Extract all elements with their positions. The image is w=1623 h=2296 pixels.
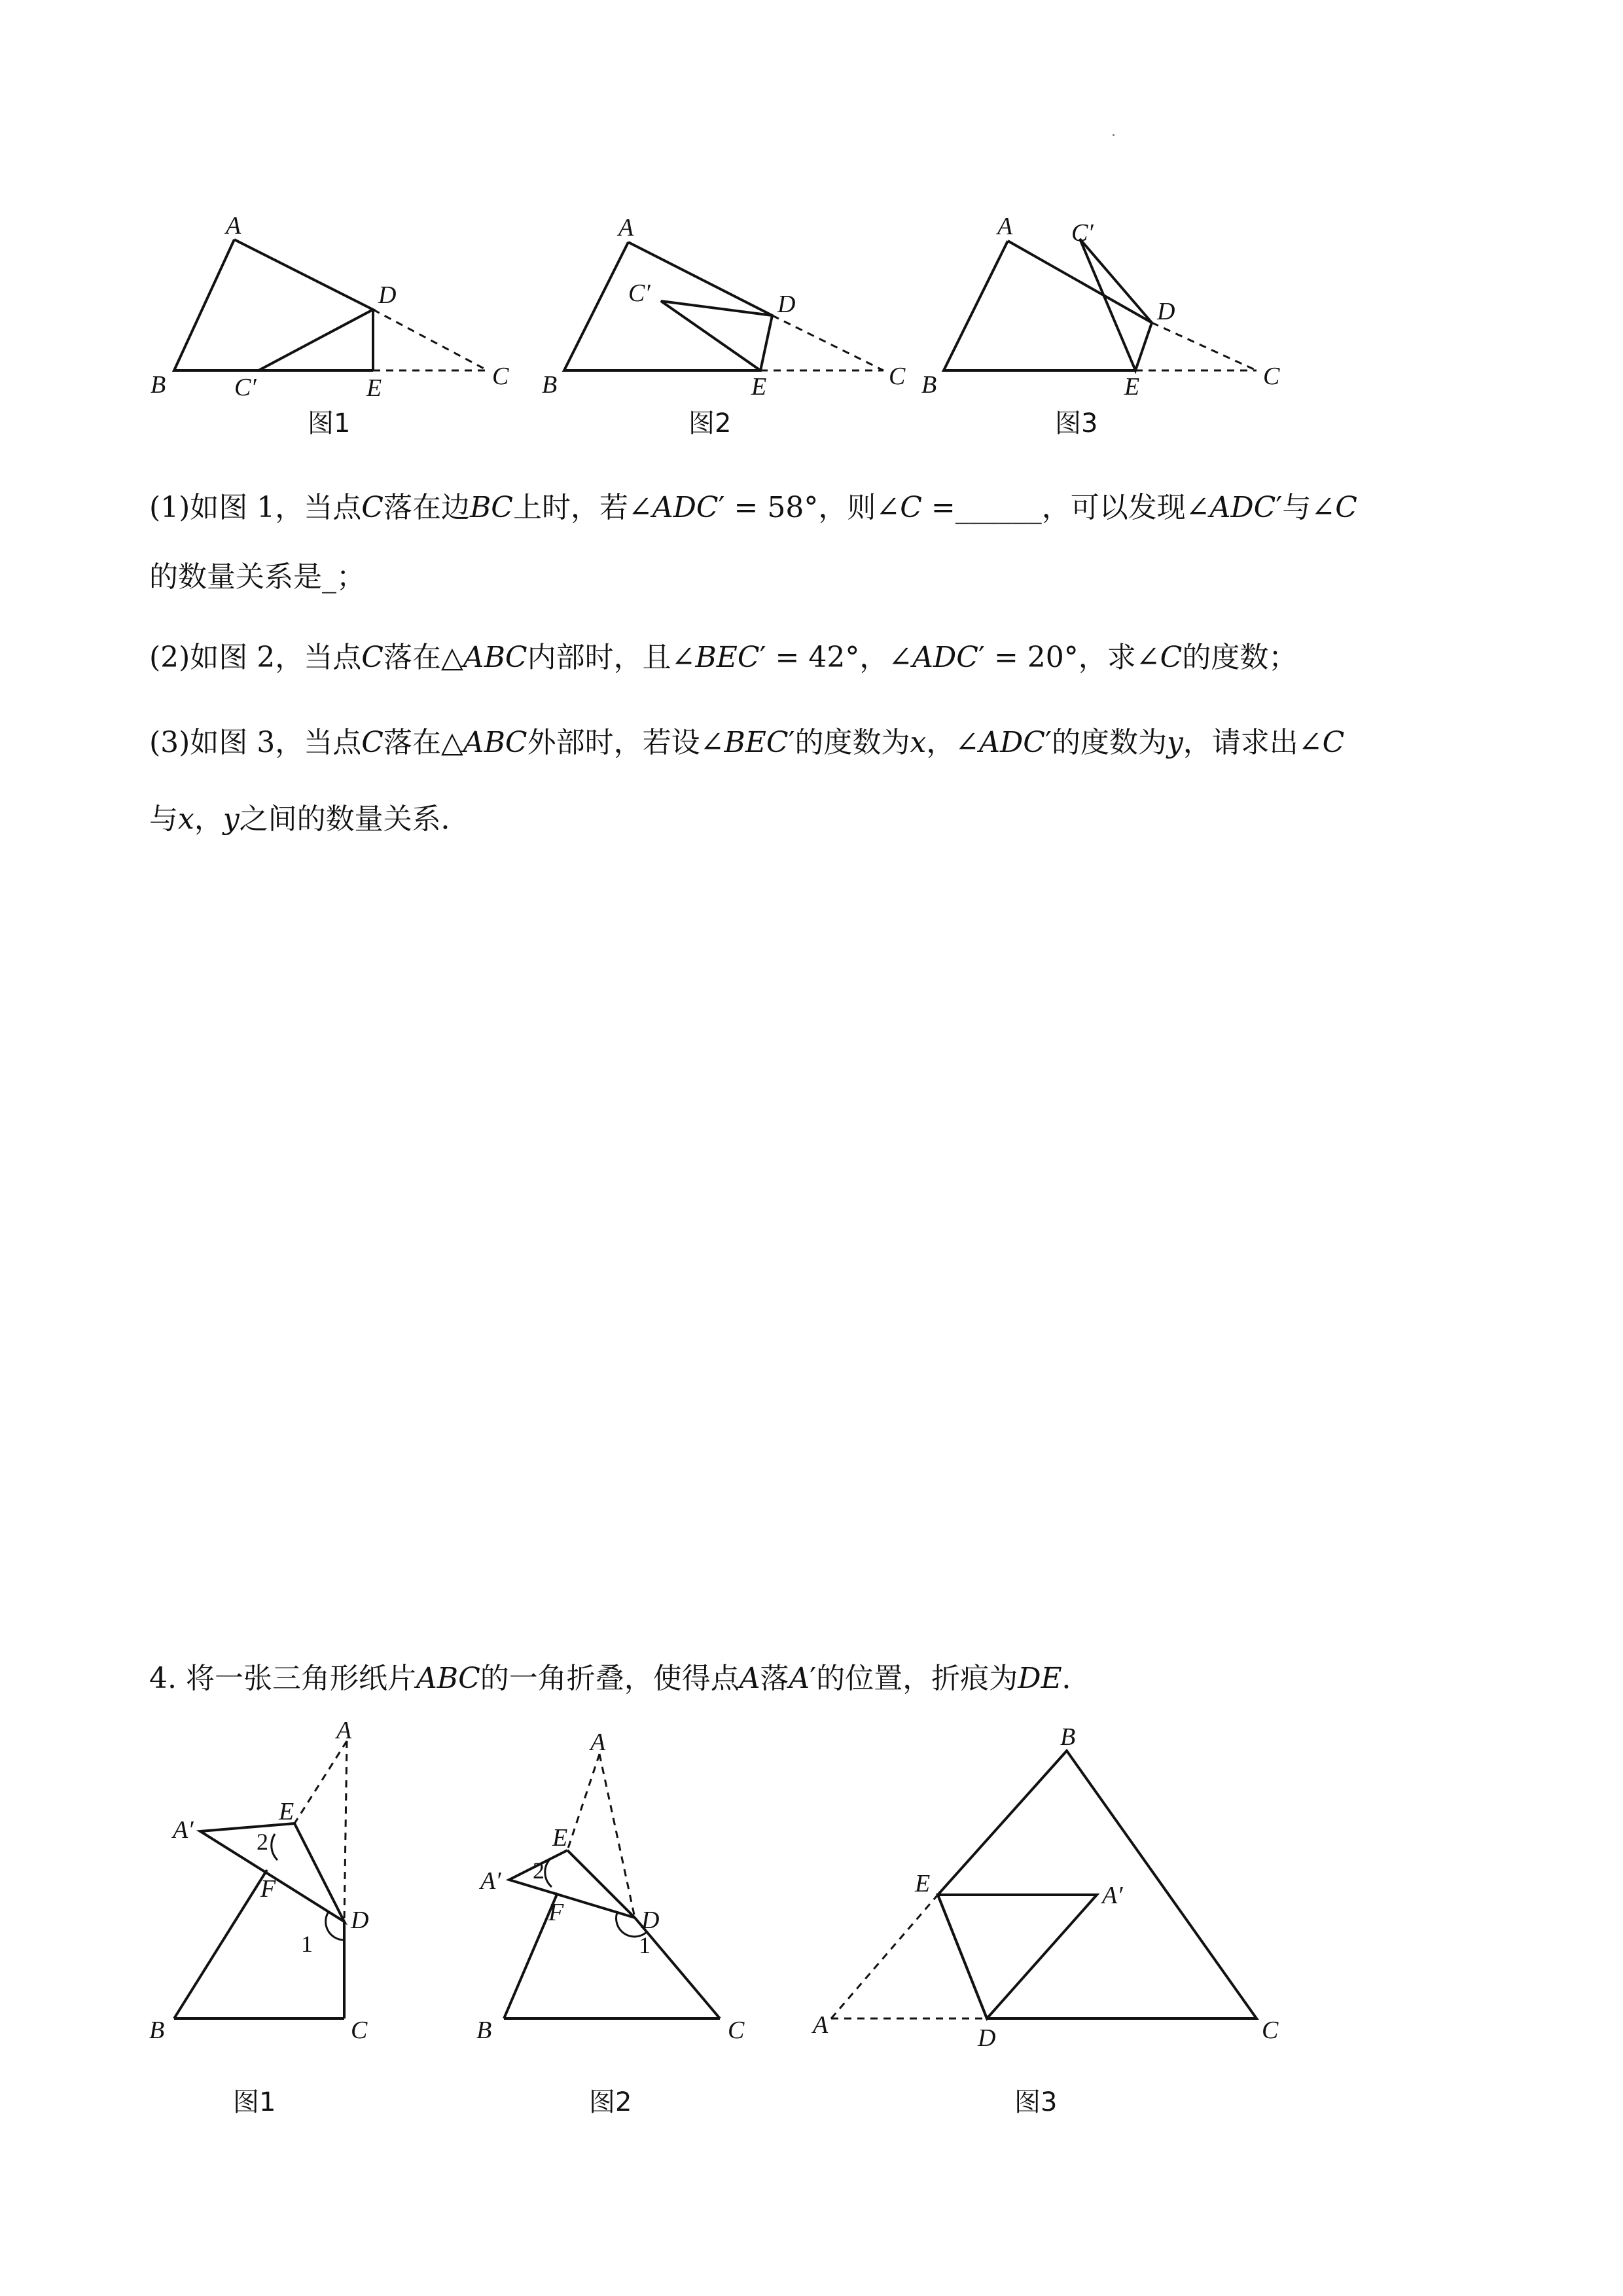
folded-triangle-DC'E (661, 301, 772, 370)
question-1-line-1: (1)如图 1，当点𝐶落在边𝐵𝐶上时，若∠𝐴𝐷𝐶′ = 58°，则∠𝐶 =______，可以发现∠𝐴𝐷𝐶′与∠𝐶 (149, 491, 1357, 524)
dashed-AE (831, 1895, 938, 2018)
dashed-DC (772, 315, 883, 370)
label-F: F (548, 1899, 564, 1926)
bottom-figure-3 (805, 1721, 1302, 2130)
label-D: D (641, 1907, 660, 1934)
caption-figure-2: 图2 (688, 408, 732, 439)
question-3-line-1: (3)如图 3，当点𝐶落在△𝐴𝐵𝐶外部时，若设∠𝐵𝐸𝐶′的度数为𝑥，∠𝐴𝐷𝐶′的度数为𝑦，请求出∠𝐶 (149, 726, 1345, 759)
label-B: B (542, 371, 558, 399)
label-C-prime: C′ (628, 279, 651, 307)
question-3-line-2: 与𝑥，𝑦之间的数量关系． (149, 802, 470, 836)
question-2: (2)如图 2，当点𝐶落在△𝐴𝐵𝐶内部时，且∠𝐵𝐸𝐶′ = 42°，∠𝐴𝐷𝐶′ = 20°，求∠𝐶的度数； (149, 641, 1298, 674)
bottom-figure-1 (144, 1717, 432, 2130)
label-A: A (618, 214, 634, 242)
scan-speck (1113, 134, 1115, 136)
label-A: A (336, 1717, 352, 1744)
label-F: F (260, 1875, 276, 1903)
label-C: C (1262, 2017, 1279, 2044)
label-B: B (921, 371, 937, 399)
top-figure-2 (530, 203, 936, 448)
label-E: E (915, 1870, 931, 1897)
quadrilateral-ABC'D (174, 240, 373, 370)
label-C: C (889, 363, 906, 390)
caption-figure-1: 图1 (233, 2087, 276, 2117)
folded-triangle-EA'D (509, 1850, 635, 1918)
dashed-DC (373, 310, 488, 370)
label-A-prime: A′ (173, 1816, 194, 1844)
label-A-prime: A′ (480, 1867, 501, 1895)
caption-figure-1: 图1 (308, 408, 351, 439)
dashed-DC (1152, 323, 1257, 370)
label-D: D (1157, 298, 1175, 325)
dashed-AE (567, 1754, 599, 1850)
label-C: C (728, 2017, 745, 2044)
folded-triangle-DC'E (1080, 239, 1152, 370)
label-D: D (378, 281, 397, 309)
angle-2-arc (545, 1859, 552, 1887)
label-E: E (279, 1798, 294, 1825)
label-D: D (351, 1907, 369, 1934)
dashed-AD (344, 1741, 347, 1922)
angle-2-label: 2 (533, 1857, 544, 1884)
label-C-prime: C′ (234, 374, 257, 401)
label-B: B (149, 2017, 165, 2044)
label-B: B (151, 371, 166, 399)
label-A: A (226, 212, 241, 240)
label-B: B (476, 2017, 492, 2044)
folded-triangle-EA'D (938, 1895, 1097, 2018)
label-C-prime: C′ (1071, 219, 1094, 247)
label-C: C (492, 363, 509, 390)
top-figure-1 (131, 203, 550, 448)
label-E: E (751, 373, 767, 401)
caption-figure-2: 图2 (589, 2087, 632, 2117)
label-E: E (1124, 373, 1140, 401)
side-BF (174, 1870, 267, 2018)
segment-AD (1008, 241, 1152, 323)
angle-1-label: 1 (639, 1932, 651, 1958)
label-A: A (997, 213, 1013, 240)
label-A: A (813, 2011, 829, 2039)
question-1-line-2: 的数量关系是_； (149, 560, 365, 594)
caption-figure-3: 图3 (1014, 2087, 1058, 2117)
angle-2-arc (272, 1834, 277, 1860)
label-C: C (1263, 363, 1280, 390)
label-D: D (978, 2024, 996, 2052)
bottom-figure-2 (471, 1721, 759, 2130)
label-A-prime: A′ (1102, 1882, 1123, 1909)
dashed-AD (599, 1754, 635, 1918)
label-A: A (590, 1729, 606, 1756)
problem-4-heading: 4. 将一张三角形纸片𝐴𝐵𝐶的一角折叠，使得点𝐴落𝐴′的位置，折痕为𝐷𝐸． (149, 1662, 1091, 1695)
label-E: E (552, 1824, 568, 1852)
angle-1-label: 1 (301, 1931, 313, 1957)
label-C: C (351, 2017, 368, 2044)
quadrilateral-BEDC (938, 1751, 1257, 2018)
caption-figure-3: 图3 (1055, 408, 1098, 439)
top-figure-3 (910, 203, 1315, 448)
label-B: B (1060, 1723, 1076, 1751)
label-E: E (366, 374, 382, 402)
dashed-AE (294, 1741, 347, 1823)
angle-2-label: 2 (257, 1829, 268, 1855)
label-D: D (777, 291, 796, 318)
